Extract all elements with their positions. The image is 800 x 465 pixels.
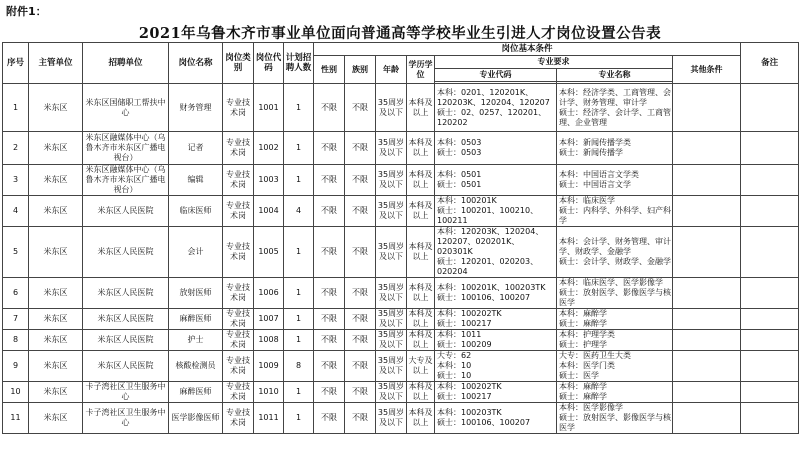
cell-gender: 不限 [314,227,345,278]
cell-education: 本科及以上 [407,165,435,196]
cell-post-type: 专业技术岗 [223,196,254,227]
header-major-name: 专业名称 [557,69,673,82]
cell-seq: 3 [3,165,29,196]
cell-planned: 1 [284,382,314,403]
cell-remarks [741,132,799,165]
cell-remarks [741,196,799,227]
cell-education: 本科及以上 [408,309,433,328]
table-row [3,403,799,434]
header-post-code: 岗位代码 [254,43,284,84]
cell-major-name: 本科：临床医学 硕士：内科学、外科学、妇产科学 [557,196,673,227]
cell-gender: 不限 [314,84,345,132]
cell-unit: 米东区人民医院 [83,196,169,227]
table-row [3,84,799,132]
cell-major-name: 本科：麻醉学 硕士：麻醉学 [557,382,673,403]
cell-education: 大专及以上 [407,351,435,382]
table-row [3,165,799,196]
header-ethnicity: 族别 [345,56,376,84]
cell-seq: 1 [3,84,29,132]
cell-education: 本科及以上 [407,196,435,227]
cell-seq: 7 [3,309,29,330]
header-age: 年龄 [376,56,407,84]
cell-major-code: 本科：100202TK 硕士：100217 [435,309,557,330]
cell-planned: 1 [284,330,314,351]
header-remarks: 备注 [741,43,799,84]
cell-authority: 米东区 [29,351,83,382]
cell-seq: 4 [3,196,29,227]
cell-post-code: 1004 [254,196,284,227]
cell-post-code: 1006 [254,278,284,309]
table-row [3,132,799,165]
header-seq: 序号 [3,43,29,84]
cell-planned: 1 [284,84,314,132]
cell-education: 本科及以上 [407,132,435,165]
cell-major-code: 本科：100203TK 硕士：100106、100207 [435,403,557,434]
cell-post-code: 1001 [254,84,284,132]
cell-planned: 1 [284,278,314,309]
cell-remarks [741,351,799,382]
cell-post-name: 麻醉医师 [169,382,223,403]
header-authority: 主管单位 [29,43,83,84]
cell-seq: 11 [3,403,29,434]
cell-planned: 1 [284,227,314,278]
cell-age: 35周岁及以下 [376,382,407,403]
cell-authority: 米东区 [29,84,83,132]
cell-post-type: 专业技术岗 [223,351,254,382]
cell-post-code: 1009 [254,351,284,382]
cell-age: 35周岁及以下 [376,227,407,278]
cell-ethnicity: 不限 [345,382,376,403]
cell-other [673,309,741,330]
cell-remarks [741,382,799,403]
cell-age: 35周岁及以下 [376,165,407,196]
cell-gender: 不限 [314,132,345,165]
cell-seq: 8 [3,330,29,351]
cell-unit: 米东区人民医院 [83,330,169,351]
cell-post-name: 麻醉医师 [169,309,223,330]
cell-education: 本科及以上 [407,227,435,278]
header-conditions: 岗位基本条件 [314,43,741,56]
cell-post-type: 专业技术岗 [223,165,254,196]
positions-table [2,42,799,434]
cell-major-name: 本科：会计学、财务管理、审计学、财政学、金融学 硕士：会计学、财政学、金融学 [557,227,673,278]
cell-seq: 10 [3,382,29,403]
cell-ethnicity: 不限 [345,278,376,309]
cell-unit: 米东区人民医院 [83,309,169,330]
cell-post-code: 1011 [254,403,284,434]
table-row [3,227,799,278]
cell-education: 本科及以上 [407,278,435,309]
cell-post-name: 会计 [169,227,223,278]
cell-ethnicity: 不限 [345,330,376,351]
cell-gender: 不限 [314,403,345,434]
cell-major-code: 本科：0503 硕士：0503 [435,132,557,165]
cell-authority: 米东区 [29,227,83,278]
cell-age: 35周岁及以下 [376,351,407,382]
table-row [3,330,799,351]
header-gender: 性别 [314,56,345,84]
cell-post-code: 1008 [254,330,284,351]
cell-education: 本科及以上 [408,382,433,401]
table-row [3,351,799,382]
header-major-req: 专业要求 [435,56,673,69]
cell-post-type: 专业技术岗 [223,309,254,330]
cell-post-type: 专业技术岗 [223,227,254,278]
cell-major-code: 本科：120203K、120204、120207、020201K、020301K 硕士：120201、020203、020204 [435,227,557,278]
cell-unit: 米东区国储职工帮扶中心 [83,84,169,132]
cell-post-name: 财务管理 [169,84,223,132]
cell-post-type: 专业技术岗 [223,132,254,165]
cell-major-name: 本科：医学影像学 硕士：放射医学、影像医学与核医学 [557,403,673,434]
cell-planned: 8 [284,351,314,382]
header-other: 其他条件 [673,56,741,84]
cell-gender: 不限 [314,165,345,196]
cell-planned: 1 [284,165,314,196]
cell-remarks [741,227,799,278]
cell-major-name: 大专：医药卫生大类 本科：医学门类 硕士：医学 [557,351,673,382]
cell-post-code: 1003 [254,165,284,196]
cell-gender: 不限 [314,382,345,403]
header-planned: 计划招聘人数 [284,43,314,84]
cell-post-name: 医学影像医师 [169,403,223,434]
cell-other [673,382,741,403]
cell-remarks [741,278,799,309]
cell-age: 35周岁及以下 [376,309,407,330]
cell-planned: 1 [284,403,314,434]
cell-major-code: 大专：62 本科：10 硕士：10 [435,351,557,382]
cell-major-code: 本科：1011 硕士：100209 [435,330,557,351]
cell-seq: 6 [3,278,29,309]
cell-post-name: 护士 [169,330,223,351]
cell-other [673,330,741,351]
cell-education: 本科及以上 [407,403,435,434]
cell-post-type: 专业技术岗 [223,330,254,351]
cell-gender: 不限 [314,278,345,309]
cell-post-name: 记者 [169,132,223,165]
cell-age: 35周岁及以下 [376,132,407,165]
cell-major-name: 本科：麻醉学 硕士：麻醉学 [557,309,673,330]
cell-gender: 不限 [314,330,345,351]
cell-unit: 卡子湾社区卫生服务中心 [83,403,169,434]
cell-post-code: 1005 [254,227,284,278]
cell-planned: 4 [284,196,314,227]
cell-remarks [741,84,799,132]
cell-post-name: 临床医师 [169,196,223,227]
cell-other [673,403,741,434]
cell-post-type: 专业技术岗 [223,382,254,403]
cell-post-name: 核酸检测员 [169,351,223,382]
header-education: 学历学位 [407,56,435,84]
table-row [3,196,799,227]
cell-gender: 不限 [314,196,345,227]
cell-authority: 米东区 [29,132,83,165]
cell-unit: 米东区融媒体中心（乌鲁木齐市米东区广播电视台） [83,165,169,196]
attachment-label: 附件1： [6,5,47,18]
table-row [3,278,799,309]
cell-planned: 1 [284,132,314,165]
cell-age: 35周岁及以下 [376,196,407,227]
cell-seq: 5 [3,227,29,278]
cell-seq: 9 [3,351,29,382]
cell-ethnicity: 不限 [345,403,376,434]
cell-major-name: 本科：护理学类 硕士：护理学 [557,330,673,351]
cell-unit: 米东区融媒体中心（乌鲁木齐市米东区广播电视台） [83,132,169,165]
cell-major-code: 本科：0501 硕士：0501 [435,165,557,196]
page-title: 2021年乌鲁木齐市事业单位面向普通高等学校毕业生引进人才岗位设置公告表 [138,25,662,42]
cell-authority: 米东区 [29,309,83,330]
cell-unit: 卡子湾社区卫生服务中心 [83,382,169,403]
table-row [3,382,799,403]
cell-post-type: 专业技术岗 [223,84,254,132]
cell-unit: 米东区人民医院 [83,278,169,309]
cell-gender: 不限 [314,309,345,330]
cell-ethnicity: 不限 [345,351,376,382]
cell-ethnicity: 不限 [345,196,376,227]
cell-major-name: 本科：新闻传播学类 硕士：新闻传播学 [557,132,673,165]
cell-remarks [741,330,799,351]
cell-other [673,278,741,309]
cell-post-type: 专业技术岗 [223,278,254,309]
cell-other [673,132,741,165]
cell-major-code: 本科：100201K 硕士：100201、100210、100211 [435,196,557,227]
cell-post-code: 1002 [254,132,284,165]
cell-major-name: 本科：经济学类、工商管理、会计学、财务管理、审计学 硕士：经济学、会计学、工商管理、企业管理 [557,84,673,132]
header-post-name: 岗位名称 [169,43,223,84]
cell-ethnicity: 不限 [345,165,376,196]
cell-age: 35周岁及以下 [376,278,407,309]
header-unit: 招聘单位 [83,43,169,84]
table-body [3,84,799,434]
cell-unit: 米东区人民医院 [83,351,169,382]
cell-planned: 1 [284,309,314,330]
cell-authority: 米东区 [29,330,83,351]
cell-ethnicity: 不限 [345,309,376,330]
cell-major-code: 本科：0201、120201K、120203K、120204、120207 硕士：02、0257、120201、120202 [435,84,557,132]
cell-seq: 2 [3,132,29,165]
cell-age: 35周岁及以下 [376,403,407,434]
cell-unit: 米东区人民医院 [83,227,169,278]
cell-other [673,351,741,382]
cell-ethnicity: 不限 [345,132,376,165]
cell-remarks [741,309,799,330]
cell-other [673,165,741,196]
header-major-code: 专业代码 [435,69,557,82]
cell-authority: 米东区 [29,165,83,196]
cell-education: 本科及以上 [407,84,435,132]
cell-post-name: 放射医师 [169,278,223,309]
cell-other [673,196,741,227]
cell-other [673,227,741,278]
cell-age: 35周岁及以下 [376,84,407,132]
cell-authority: 米东区 [29,196,83,227]
cell-age: 35周岁及以下 [376,330,407,351]
cell-post-code: 1010 [254,382,284,403]
cell-post-name: 编辑 [169,165,223,196]
cell-major-code: 本科：100201K、100203TK 硕士：100106、100207 [435,278,557,309]
cell-remarks [741,403,799,434]
header-post-type: 岗位类别 [223,43,254,84]
cell-authority: 米东区 [29,382,83,403]
cell-remarks [741,165,799,196]
cell-ethnicity: 不限 [345,227,376,278]
table-row [3,309,799,330]
cell-major-code: 本科：100202TK 硕士：100217 [435,382,557,403]
cell-post-type: 专业技术岗 [223,403,254,434]
cell-major-name: 本科：临床医学、医学影像学 硕士：放射医学、影像医学与核医学 [557,278,673,309]
cell-major-name: 本科：中国语言文学类 硕士：中国语言文学 [557,165,673,196]
cell-education: 本科及以上 [408,330,433,349]
cell-gender: 不限 [314,351,345,382]
cell-other [673,84,741,132]
cell-post-code: 1007 [254,309,284,330]
cell-authority: 米东区 [29,403,83,434]
cell-authority: 米东区 [29,278,83,309]
cell-ethnicity: 不限 [345,84,376,132]
